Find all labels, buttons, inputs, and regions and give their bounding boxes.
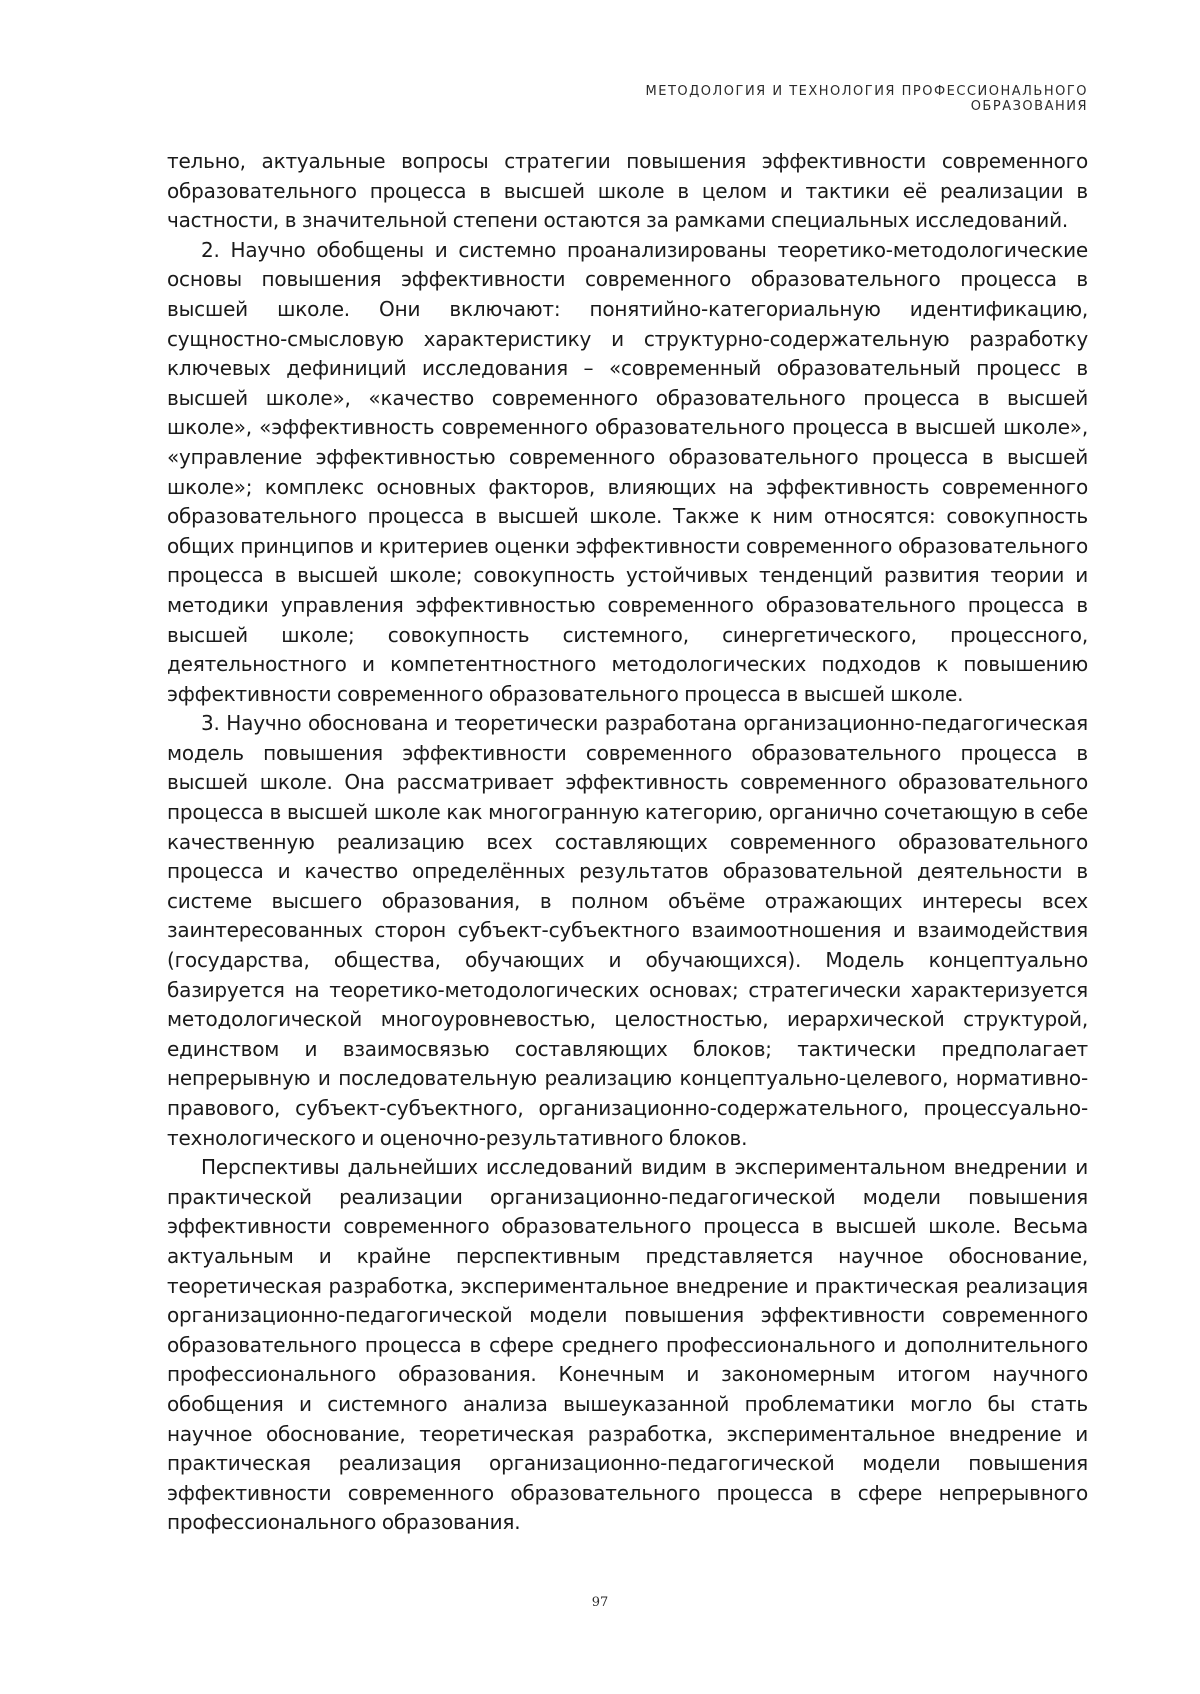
paragraph-point-3: 3. Научно обоснована и теоретически разработана организационно-педагогическая модель повышения эффективности современного образовательного процесса в высшей школе. Она рассматривает эффективность современного образовательного процесса в высшей школе как многогранную категорию, органично сочетающую в себе качественную реализацию всех составляющих современного образовательного процесса и качество определённых результатов образовательной деятельности в системе высшего образования, в полном объёме отражающих интересы всех заинтересованных сторон субъект-субъектного взаимоотношения и взаимодействия (государства, общества, обучающих и обучающихся). Модель концептуально базируется на теоретико-методологических основах; стратегически характеризуется методологической многоуровневостью, целостностью, иерархической структурой, единством и взаимосвязью составляющих блоков; тактически предполагает непрерывную и последовательную реализацию концептуально-целевого, нормативно-правового, субъект-субъектного, организационно-содержательного, процессуально-технологического и оценочно-результативного блоков. xyxy=(167,711,1088,1150)
article-body xyxy=(167,147,1088,1538)
paragraph-perspectives: Перспективы дальнейших исследований видим в экспериментальном внедрении и практической реализации организационно-педагогической модели повышения эффективности современного образовательного процесса в высшей школе. Весьма актуальным и крайне перспективным представляется научное обоснование, теоретическая разработка, экспериментальное внедрение и практическая реализация организационно-педагогической модели повышения эффективности современного образовательного процесса в сфере среднего профессионального и дополнительного профессионального образования. Конечным и закономерным итогом научного обобщения и системного анализа вышеуказанной проблематики могло бы стать научное обоснование, теоретическая разработка, экспериментальное внедрение и практическая реализация организационно-педагогической модели повышения эффективности современного образовательного процесса в сфере непрерывного профессионального образования. xyxy=(167,1155,1088,1535)
paragraph-point-2: 2. Научно обобщены и системно проанализированы теоретико-методологические основы повышения эффективности современного образовательного процесса в высшей школе. Они включают: понятийно-категориальную идентификацию, сущностно-смысловую характеристику и структурно-содержательную разработку ключевых дефиниций исследования – «современный образовательный процесс в высшей школе», «качество современного образовательного процесса в высшей школе», «эффективность современного образовательного процесса в высшей школе», «управление эффективностью современного образовательного процесса в высшей школе»; комплекс основных факторов, влияющих на эффективность современного образовательного процесса в высшей школе. Также к ним относятся: совокупность общих принципов и критериев оценки эффективности современного образовательного процесса в высшей школе; совокупность устойчивых тенденций развития теории и методики управления эффективностью современного образовательного процесса в высшей школе; совокупность системного, синергетического, процессного, деятельностного и компетентностного методологических подходов к повышению эффективности современного образовательного процесса в высшей школе. xyxy=(167,237,1088,706)
paragraph-continuation: тельно, актуальные вопросы стратегии повышения эффективности современного образовательного процесса в высшей школе в целом и тактики её реализации в частности, в значительной степени остаются за рамками специальных исследований. xyxy=(167,149,1088,233)
running-header: МЕТОДОЛОГИЯ И ТЕХНОЛОГИЯ ПРОФЕССИОНАЛЬНОГО ОБРАЗОВАНИЯ xyxy=(645,84,1088,114)
page-number: 97 xyxy=(591,1595,609,1610)
